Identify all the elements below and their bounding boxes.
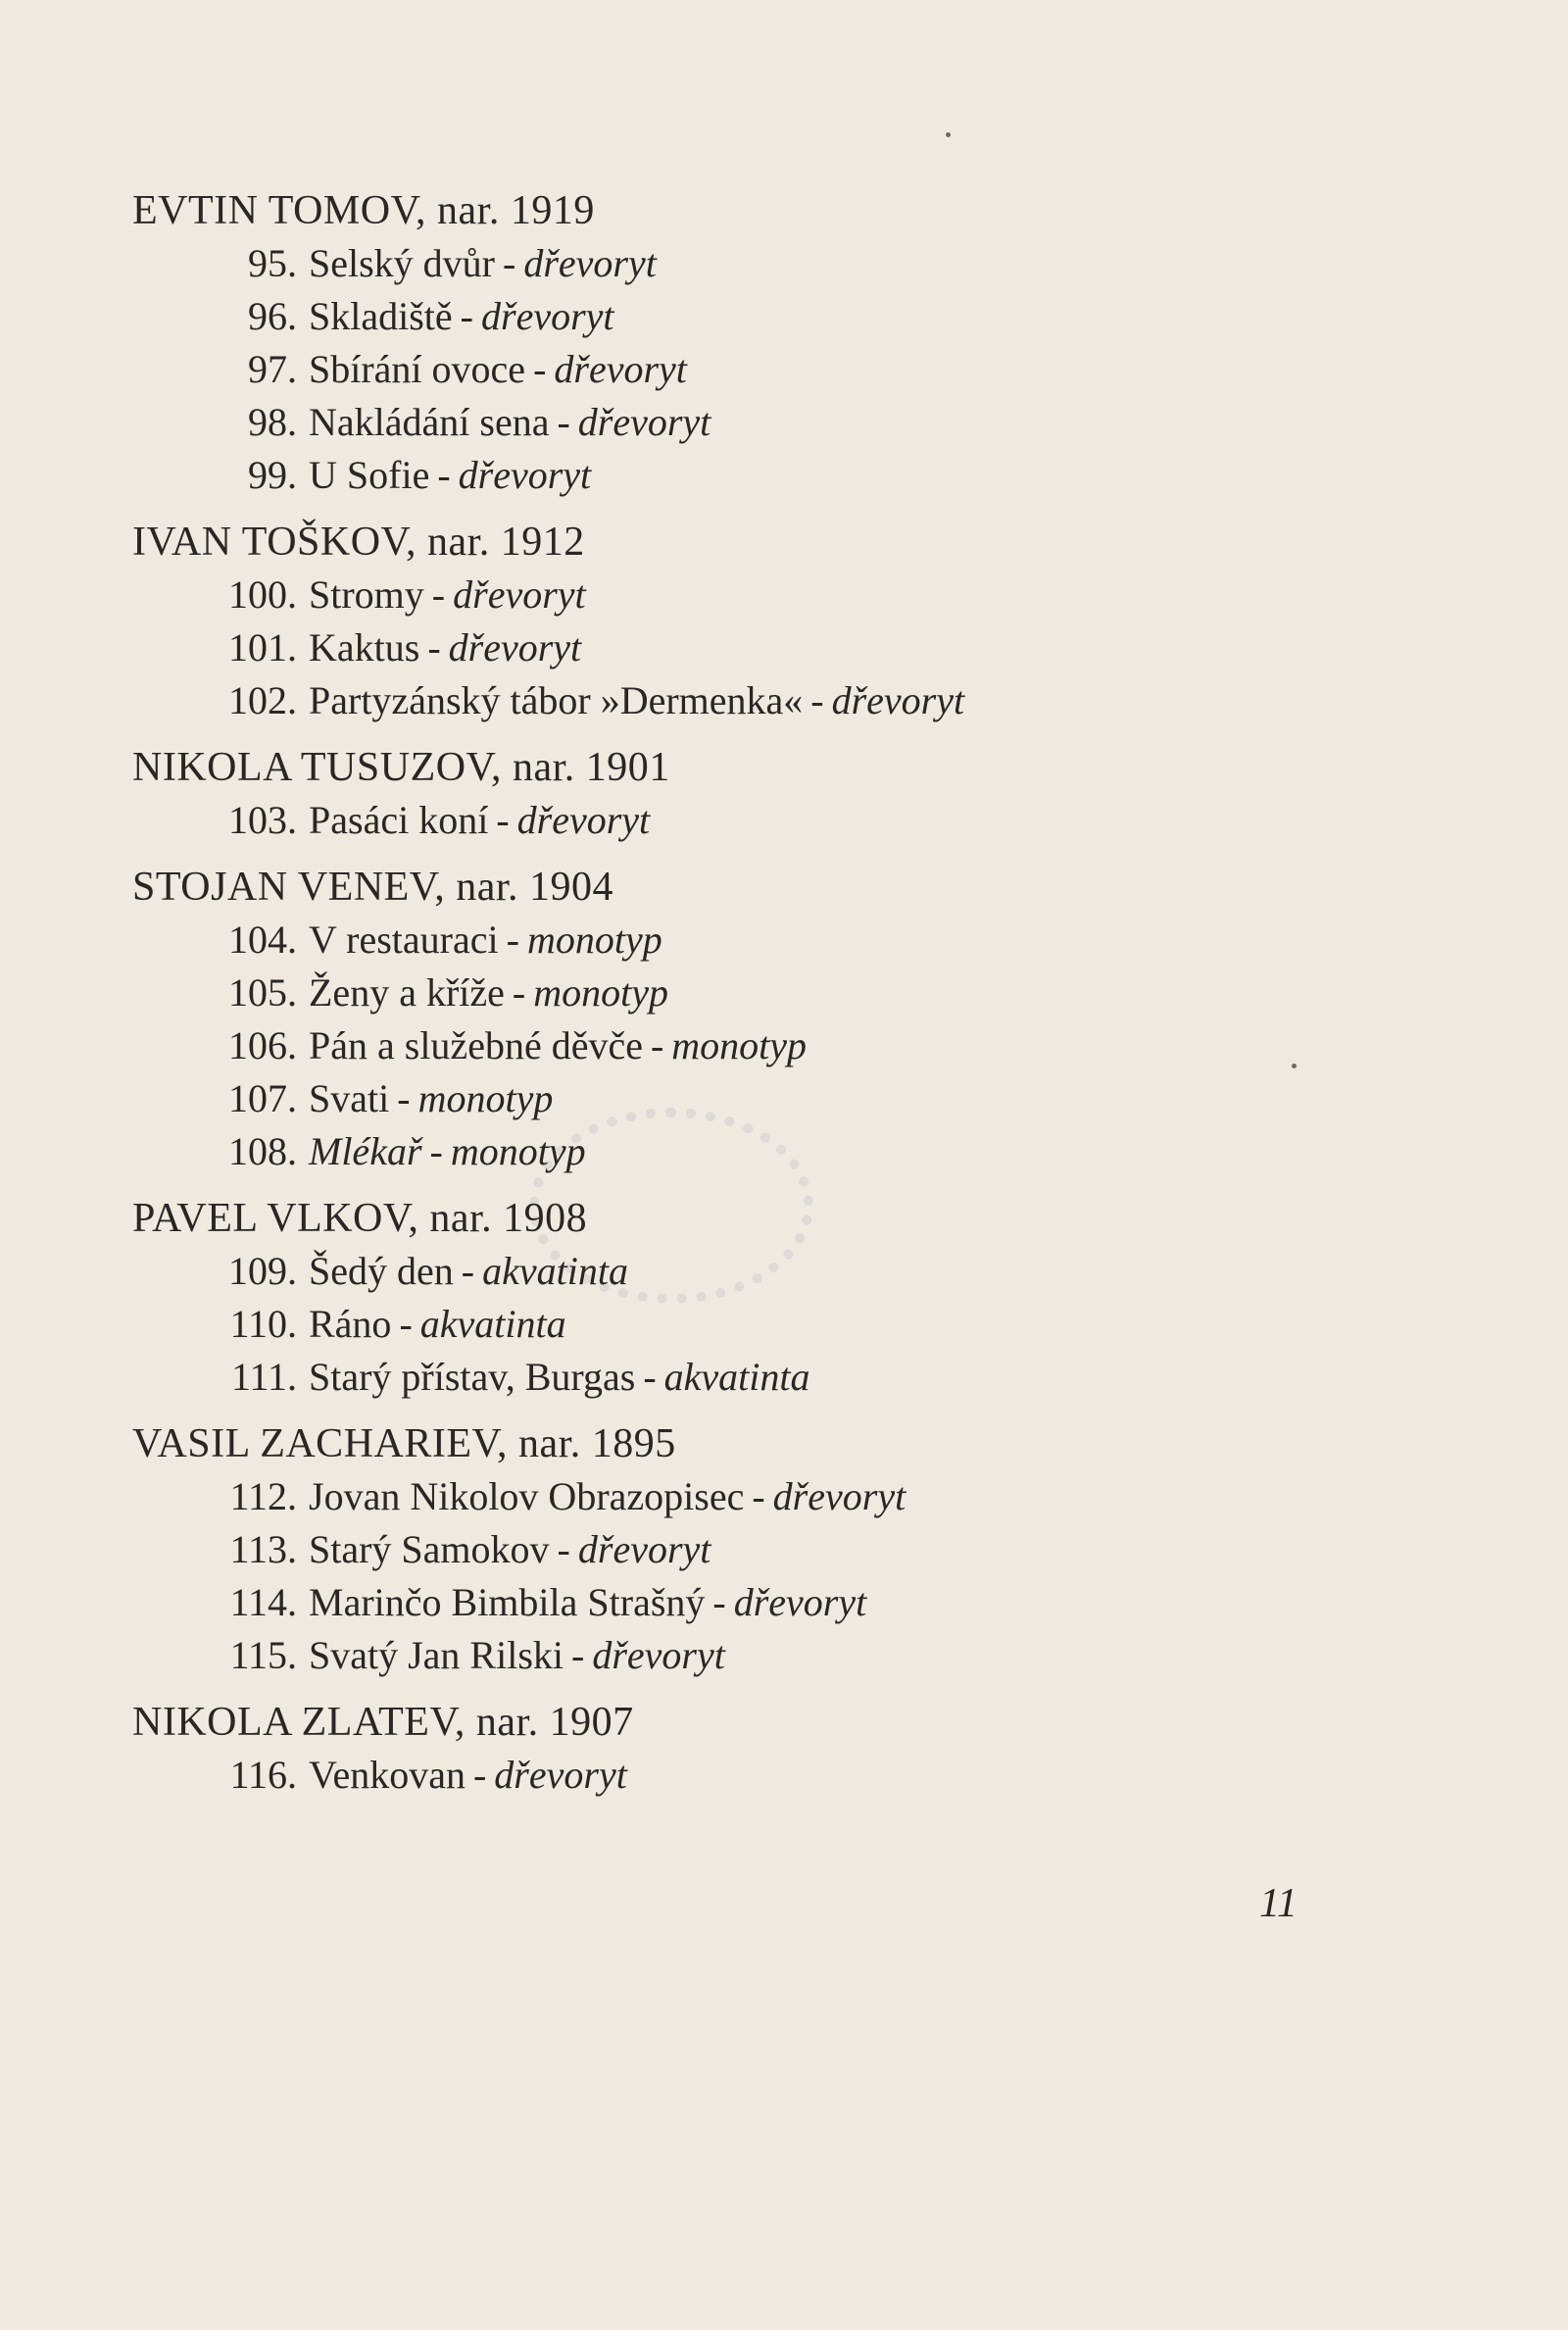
work-title: Starý Samokov bbox=[309, 1527, 550, 1571]
work-technique: dřevoryt bbox=[523, 241, 657, 285]
work-technique: dřevoryt bbox=[481, 294, 614, 338]
work-technique: akvatinta bbox=[482, 1249, 628, 1293]
work-item bbox=[132, 1125, 1406, 1178]
work-separator: - bbox=[460, 294, 473, 338]
artist-born: nar. 1919 bbox=[437, 188, 595, 233]
work-title: Venkovan bbox=[309, 1753, 466, 1797]
work-separator: - bbox=[429, 1129, 443, 1173]
work-item bbox=[132, 1245, 1406, 1298]
page-number: 11 bbox=[1259, 1881, 1298, 1926]
artist-list bbox=[132, 184, 1406, 1815]
artist-name: NIKOLA TUSUZOV bbox=[132, 745, 491, 790]
work-technique: dřevoryt bbox=[577, 1527, 711, 1571]
work-separator: - bbox=[506, 917, 519, 962]
artist-name: EVTIN TOMOV bbox=[132, 188, 416, 233]
work-number: 115. bbox=[229, 1633, 297, 1677]
work-technique: dřevoryt bbox=[831, 678, 965, 722]
work-number: 95. bbox=[248, 241, 297, 285]
work-item bbox=[132, 396, 1406, 449]
work-number: 105. bbox=[228, 970, 297, 1015]
work-title: Svati bbox=[309, 1076, 390, 1120]
artist-entry bbox=[132, 861, 1406, 1178]
work-title: Jovan Nikolov Obrazopisec bbox=[309, 1474, 745, 1518]
work-technique: dřevoryt bbox=[448, 625, 582, 669]
artist-entry bbox=[132, 1192, 1406, 1404]
work-separator: - bbox=[571, 1633, 585, 1677]
work-technique: dřevoryt bbox=[772, 1474, 906, 1518]
artist-entry bbox=[132, 1696, 1406, 1802]
work-title: Ženy a kříže bbox=[309, 970, 505, 1015]
artist-comma: , bbox=[408, 1196, 430, 1241]
work-separator: - bbox=[643, 1355, 657, 1399]
artist-comma: , bbox=[496, 1421, 518, 1466]
work-separator: - bbox=[810, 678, 824, 722]
work-number: 96. bbox=[248, 294, 297, 338]
work-title: Nakládání sena bbox=[309, 400, 550, 444]
artist-entry bbox=[132, 741, 1406, 847]
artist-comma: , bbox=[454, 1700, 476, 1745]
work-number: 97. bbox=[248, 347, 297, 391]
work-title: Šedý den bbox=[309, 1249, 454, 1293]
work-separator: - bbox=[437, 453, 451, 497]
work-technique: monotyp bbox=[533, 970, 668, 1015]
work-number: 102. bbox=[228, 678, 297, 722]
work-separator: - bbox=[431, 572, 446, 617]
work-item bbox=[132, 343, 1406, 396]
artist-heading bbox=[132, 1417, 1406, 1470]
work-item bbox=[132, 1749, 1406, 1802]
work-number: 116. bbox=[229, 1753, 297, 1797]
work-item bbox=[132, 967, 1406, 1019]
work-number: 108. bbox=[228, 1129, 297, 1173]
work-technique: akvatinta bbox=[419, 1302, 566, 1346]
artist-born: nar. 1895 bbox=[517, 1421, 676, 1466]
work-number: 106. bbox=[228, 1023, 297, 1067]
work-separator: - bbox=[427, 625, 441, 669]
paper-speck bbox=[946, 132, 951, 137]
artist-born: nar. 1908 bbox=[429, 1196, 588, 1241]
work-item bbox=[132, 794, 1406, 847]
artist-name: NIKOLA ZLATEV bbox=[132, 1700, 455, 1745]
work-title: Selský dvůr bbox=[309, 241, 495, 285]
work-number: 112. bbox=[229, 1474, 297, 1518]
work-technique: dřevoryt bbox=[554, 347, 687, 391]
work-separator: - bbox=[557, 400, 570, 444]
artist-born: nar. 1912 bbox=[426, 520, 585, 565]
work-separator: - bbox=[512, 970, 526, 1015]
work-separator: - bbox=[752, 1474, 765, 1518]
work-item bbox=[132, 290, 1406, 343]
work-separator: - bbox=[533, 347, 547, 391]
artist-entry bbox=[132, 1417, 1406, 1682]
work-item bbox=[132, 1019, 1406, 1072]
work-title: Sbírání ovoce bbox=[309, 347, 526, 391]
artist-name: IVAN TOŠKOV bbox=[132, 520, 406, 565]
work-technique: dřevoryt bbox=[453, 572, 586, 617]
work-separator: - bbox=[503, 241, 516, 285]
work-item bbox=[132, 1072, 1406, 1125]
artist-comma: , bbox=[405, 520, 427, 565]
work-number: 101. bbox=[228, 625, 297, 669]
artist-entry bbox=[132, 516, 1406, 727]
work-item bbox=[132, 449, 1406, 502]
work-number: 98. bbox=[248, 400, 297, 444]
artist-heading bbox=[132, 516, 1406, 569]
work-separator: - bbox=[399, 1302, 413, 1346]
work-item bbox=[132, 1298, 1406, 1351]
artist-name: STOJAN VENEV bbox=[132, 865, 435, 910]
work-separator: - bbox=[712, 1580, 726, 1624]
work-title: Kaktus bbox=[309, 625, 420, 669]
work-number: 114. bbox=[229, 1580, 297, 1624]
work-technique: akvatinta bbox=[663, 1355, 810, 1399]
work-number: 103. bbox=[228, 798, 297, 842]
work-item bbox=[132, 674, 1406, 727]
work-separator: - bbox=[557, 1527, 570, 1571]
work-technique: dřevoryt bbox=[733, 1580, 867, 1624]
work-item bbox=[132, 1523, 1406, 1576]
work-technique: monotyp bbox=[671, 1023, 808, 1067]
artist-born: nar. 1904 bbox=[456, 865, 614, 910]
work-technique: dřevoryt bbox=[592, 1633, 725, 1677]
work-separator: - bbox=[461, 1249, 475, 1293]
artist-entry bbox=[132, 184, 1406, 502]
work-item bbox=[132, 1470, 1406, 1523]
work-technique: dřevoryt bbox=[458, 453, 592, 497]
artist-name: PAVEL VLKOV bbox=[132, 1196, 409, 1241]
work-number: 113. bbox=[229, 1527, 297, 1571]
artist-heading bbox=[132, 184, 1406, 237]
artist-heading bbox=[132, 741, 1406, 794]
artist-heading bbox=[132, 861, 1406, 914]
work-title: Starý přístav, Burgas bbox=[309, 1355, 636, 1399]
artist-heading bbox=[132, 1192, 1406, 1245]
work-separator: - bbox=[496, 798, 510, 842]
work-number: 107. bbox=[228, 1076, 297, 1120]
artist-name: VASIL ZACHARIEV bbox=[132, 1421, 497, 1466]
work-technique: monotyp bbox=[450, 1129, 586, 1173]
work-number: 99. bbox=[248, 453, 297, 497]
work-number: 100. bbox=[228, 572, 297, 617]
work-item bbox=[132, 914, 1406, 967]
work-title: Skladiště bbox=[309, 294, 453, 338]
work-item bbox=[132, 569, 1406, 621]
work-title: U Sofie bbox=[309, 453, 430, 497]
work-technique: dřevoryt bbox=[494, 1753, 627, 1797]
work-separator: - bbox=[397, 1076, 411, 1120]
work-title: Partyzánský tábor »Dermenka« bbox=[309, 678, 804, 722]
work-item bbox=[132, 621, 1406, 674]
work-item bbox=[132, 1576, 1406, 1629]
work-title: Pasáci koní bbox=[309, 798, 489, 842]
artist-comma: , bbox=[416, 188, 438, 233]
work-item bbox=[132, 1351, 1406, 1404]
work-title: Pán a služebné děvče bbox=[309, 1023, 643, 1067]
work-separator: - bbox=[650, 1023, 664, 1067]
work-item bbox=[132, 1629, 1406, 1682]
work-number: 109. bbox=[228, 1249, 297, 1293]
artist-born: nar. 1907 bbox=[475, 1700, 634, 1745]
work-separator: - bbox=[472, 1753, 487, 1797]
work-number: 104. bbox=[228, 917, 297, 962]
artist-born: nar. 1901 bbox=[512, 745, 670, 790]
work-title: Mlékař bbox=[309, 1129, 422, 1173]
work-title: Ráno bbox=[309, 1302, 392, 1346]
work-title: Stromy bbox=[309, 572, 424, 617]
work-technique: monotyp bbox=[417, 1076, 554, 1120]
work-technique: monotyp bbox=[526, 917, 662, 962]
artist-heading bbox=[132, 1696, 1406, 1749]
artist-comma: , bbox=[434, 865, 457, 910]
work-number: 111. bbox=[230, 1355, 297, 1399]
work-title: Marinčo Bimbila Strašný bbox=[309, 1580, 706, 1624]
work-technique: dřevoryt bbox=[577, 400, 711, 444]
work-item bbox=[132, 237, 1406, 290]
work-technique: dřevoryt bbox=[516, 798, 651, 842]
work-number: 110. bbox=[229, 1302, 297, 1346]
work-title: V restauraci bbox=[309, 917, 499, 962]
artist-comma: , bbox=[490, 745, 513, 790]
work-title: Svatý Jan Rilski bbox=[309, 1633, 564, 1677]
